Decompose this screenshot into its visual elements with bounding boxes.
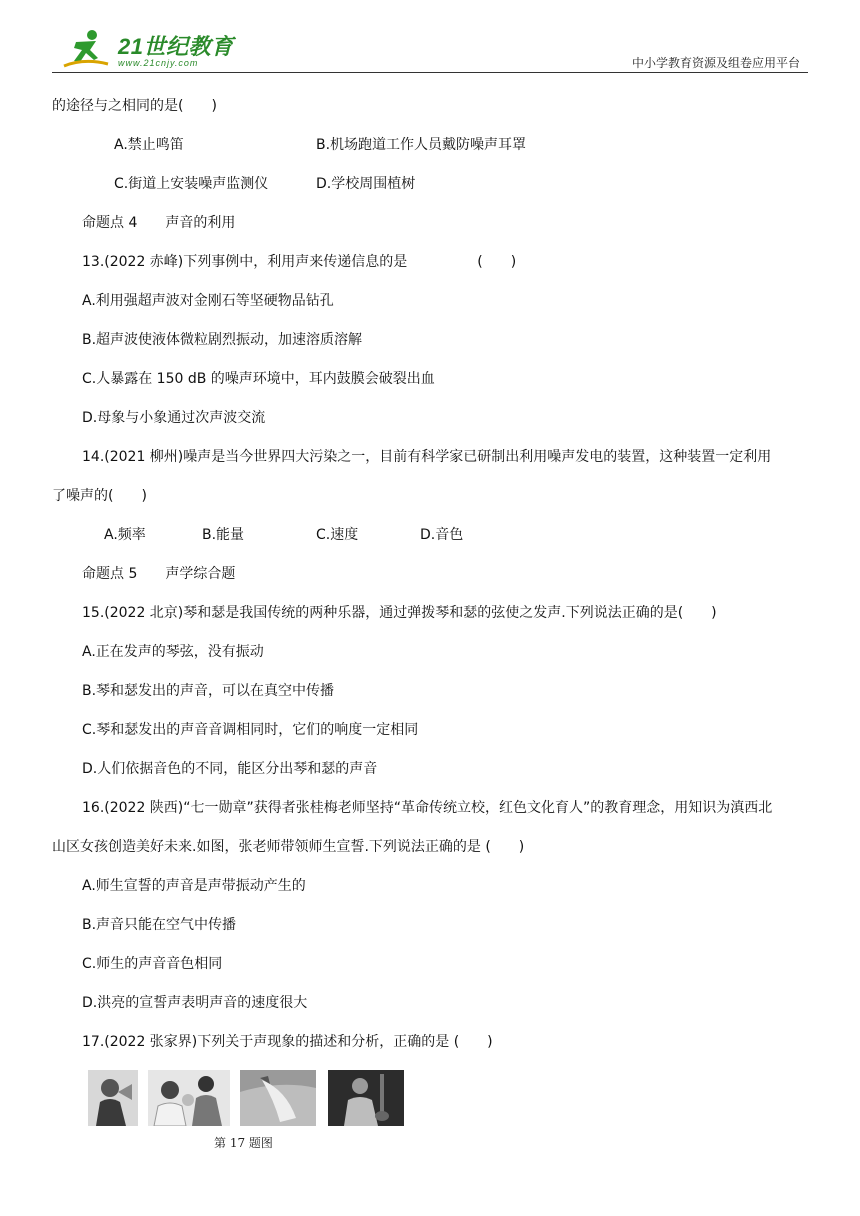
- photo-4: [328, 1070, 404, 1126]
- platform-name: 中小学教育资源及组卷应用平台: [631, 56, 800, 70]
- q14-option-a: A.频率: [104, 527, 146, 543]
- logo: [62, 26, 242, 72]
- q12-stem-end: 的途径与之相同的是( ): [52, 98, 217, 114]
- q12-option-c: C.街道上安装噪声监测仪: [114, 176, 269, 192]
- section-heading-5: 命题点 5 声学综合题: [82, 566, 236, 582]
- q14-stem-line1: 14.(2021 柳州)噪声是当今世界四大污染之一，目前有科学家已研制出利用噪声发电的装置，这种装置一定利用: [82, 449, 772, 465]
- q15-stem: 15.(2022 北京)琴和瑟是我国传统的两种乐器，通过弹拨琴和瑟的弦使之发声.下列说法正确的是( ): [82, 605, 717, 621]
- figure-caption: 第 17 题图: [214, 1136, 273, 1150]
- runner-logo-icon: [62, 28, 112, 70]
- q16-stem-line2: 山区女孩创造美好未来.如图，张老师带领师生宣誓.下列说法正确的是 ( ): [52, 839, 525, 855]
- q13-option-c: C.人暴露在 150 dB 的噪声环境中，耳内鼓膜会破裂出血: [82, 371, 435, 387]
- q15-option-d: D.人们依据音色的不同，能区分出琴和瑟的声音: [82, 761, 378, 777]
- q15-option-a: A.正在发声的琴弦，没有振动: [82, 644, 264, 660]
- q12-option-b: B.机场跑道工作人员戴防噪声耳罩: [316, 137, 527, 153]
- photo-3: [240, 1070, 316, 1126]
- logo-text: 21世纪教育: [118, 34, 234, 59]
- q15-option-c: C.琴和瑟发出的声音音调相同时，它们的响度一定相同: [82, 722, 419, 738]
- q13-option-b: B.超声波使液体微粒剧烈振动，加速溶质溶解: [82, 332, 363, 348]
- q16-option-c: C.师生的声音音色相同: [82, 956, 223, 972]
- q14-stem-line2: 了噪声的( ): [52, 488, 147, 504]
- logo-url: www.21cnjy.com: [118, 58, 199, 68]
- q12-option-a: A.禁止鸣笛: [114, 137, 184, 153]
- q12-option-d: D.学校周围植树: [316, 176, 416, 192]
- photo-2: [148, 1070, 230, 1126]
- photo-1: [88, 1070, 138, 1126]
- q13-option-a: A.利用强超声波对金刚石等坚硬物品钻孔: [82, 293, 334, 309]
- q17-stem: 17.(2022 张家界)下列关于声现象的描述和分析，正确的是 ( ): [82, 1034, 493, 1050]
- q16-option-d: D.洪亮的宣誓声表明声音的速度很大: [82, 995, 308, 1011]
- q14-option-c: C.速度: [316, 527, 359, 543]
- q14-option-b: B.能量: [202, 527, 245, 543]
- q17-figure: [88, 1070, 404, 1156]
- header-divider: [52, 72, 808, 73]
- q16-option-b: B.声音只能在空气中传播: [82, 917, 237, 933]
- q14-option-d: D.音色: [420, 527, 464, 543]
- q15-option-b: B.琴和瑟发出的声音，可以在真空中传播: [82, 683, 335, 699]
- q13-option-d: D.母象与小象通过次声波交流: [82, 410, 266, 426]
- q13-stem: 13.(2022 赤峰)下列事例中，利用声来传递信息的是 ( ): [82, 254, 517, 270]
- page-header: [52, 24, 808, 74]
- q16-option-a: A.师生宣誓的声音是声带振动产生的: [82, 878, 306, 894]
- section-heading-4: 命题点 4 声音的利用: [82, 215, 236, 231]
- q16-stem-line1: 16.(2022 陕西)“七一勋章”获得者张桂梅老师坚持“革命传统立校，红色文化育人”的教育理念，用知识为滇西北: [82, 800, 773, 816]
